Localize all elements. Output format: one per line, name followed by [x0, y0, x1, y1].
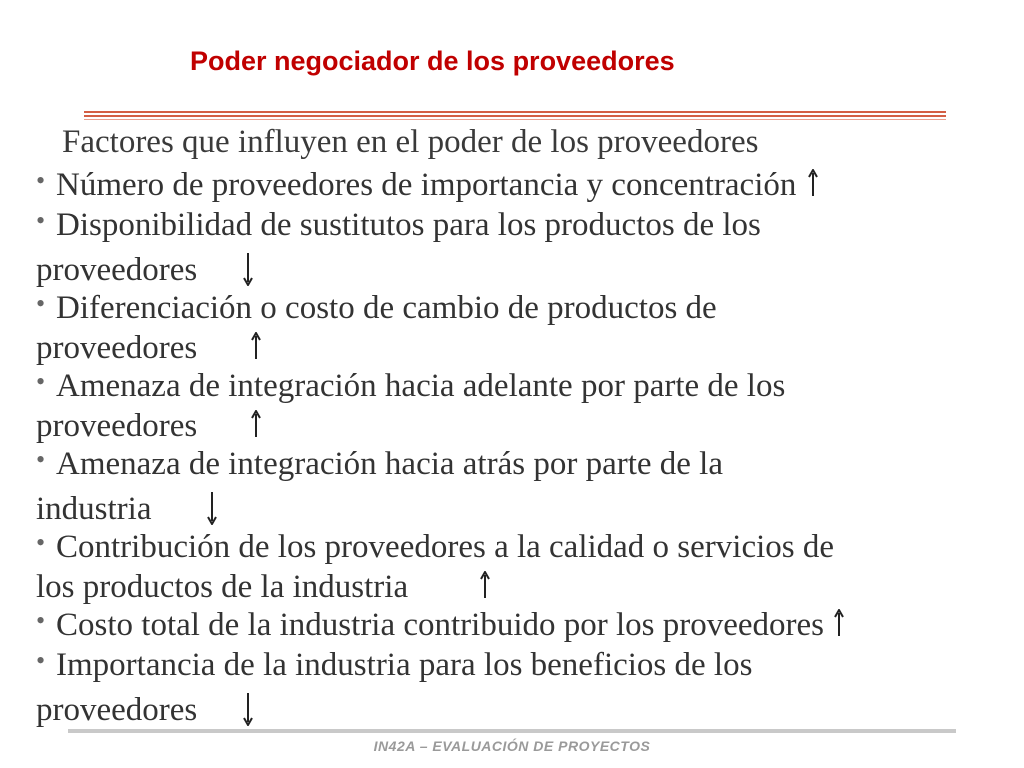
factor-text-continued: los productos de la industria: [36, 569, 409, 605]
bullet-icon: •: [36, 367, 46, 396]
footer-divider: [68, 729, 956, 733]
arrow-down-icon: [243, 252, 253, 286]
bullet-icon: •: [36, 606, 46, 635]
factor-item-1: [36, 166, 1011, 206]
title-underline-line-3: [84, 119, 946, 120]
factor-text: Disponibilidad de sustitutos para los productos de los: [56, 207, 761, 243]
factor-text-continued: industria: [36, 491, 152, 527]
arrow-up-icon: [834, 609, 844, 637]
factor-text-continued: proveedores: [36, 692, 198, 728]
arrow-up-icon: [251, 332, 261, 360]
slide-footer: IN42A – EVALUACIÓN DE PROYECTOS: [373, 738, 651, 754]
bullet-icon: •: [36, 646, 46, 675]
arrow-up-icon: [251, 410, 261, 438]
factor-item-7: [36, 606, 1011, 646]
arrow-up-icon: [480, 571, 490, 599]
factor-item-5: [36, 445, 1011, 528]
slide-title: Poder negociador de los proveedores: [190, 46, 675, 76]
factor-text-continued: proveedores: [36, 252, 198, 288]
slide-subtitle: Factores que influyen en el poder de los proveedores: [62, 124, 759, 160]
factor-item-3: [36, 289, 1011, 367]
title-underline-line-1: [84, 111, 946, 113]
factor-text: Diferenciación o costo de cambio de productos de: [56, 290, 717, 326]
factor-text-continued: proveedores: [36, 408, 198, 444]
arrow-up-icon: [808, 169, 818, 197]
title-underline-line-2: [84, 115, 946, 117]
bullet-icon: •: [36, 528, 46, 557]
bullet-icon: •: [36, 206, 46, 235]
arrow-down-icon: [207, 491, 217, 525]
factor-text: Contribución de los proveedores a la calidad o servicios de: [56, 529, 835, 565]
factor-text: Número de proveedores de importancia y concentración: [56, 167, 797, 203]
factor-item-2: [36, 206, 1011, 289]
factor-item-4: [36, 367, 1011, 445]
factor-text: Importancia de la industria para los beneficios de los: [56, 647, 753, 683]
bullet-icon: •: [36, 166, 46, 195]
title-underline: [84, 111, 946, 121]
factor-item-8: [36, 646, 1011, 729]
factor-text: Amenaza de integración hacia atrás por parte de la: [56, 446, 723, 482]
factor-text: Costo total de la industria contribuido por los proveedores: [56, 607, 825, 643]
arrow-down-icon: [243, 692, 253, 726]
bullet-icon: •: [36, 289, 46, 318]
bullet-icon: •: [36, 445, 46, 474]
factor-text: Amenaza de integración hacia adelante por parte de los: [56, 368, 786, 404]
factor-item-6: [36, 528, 1011, 606]
factor-text-continued: proveedores: [36, 330, 198, 366]
factor-list: [36, 166, 1011, 729]
